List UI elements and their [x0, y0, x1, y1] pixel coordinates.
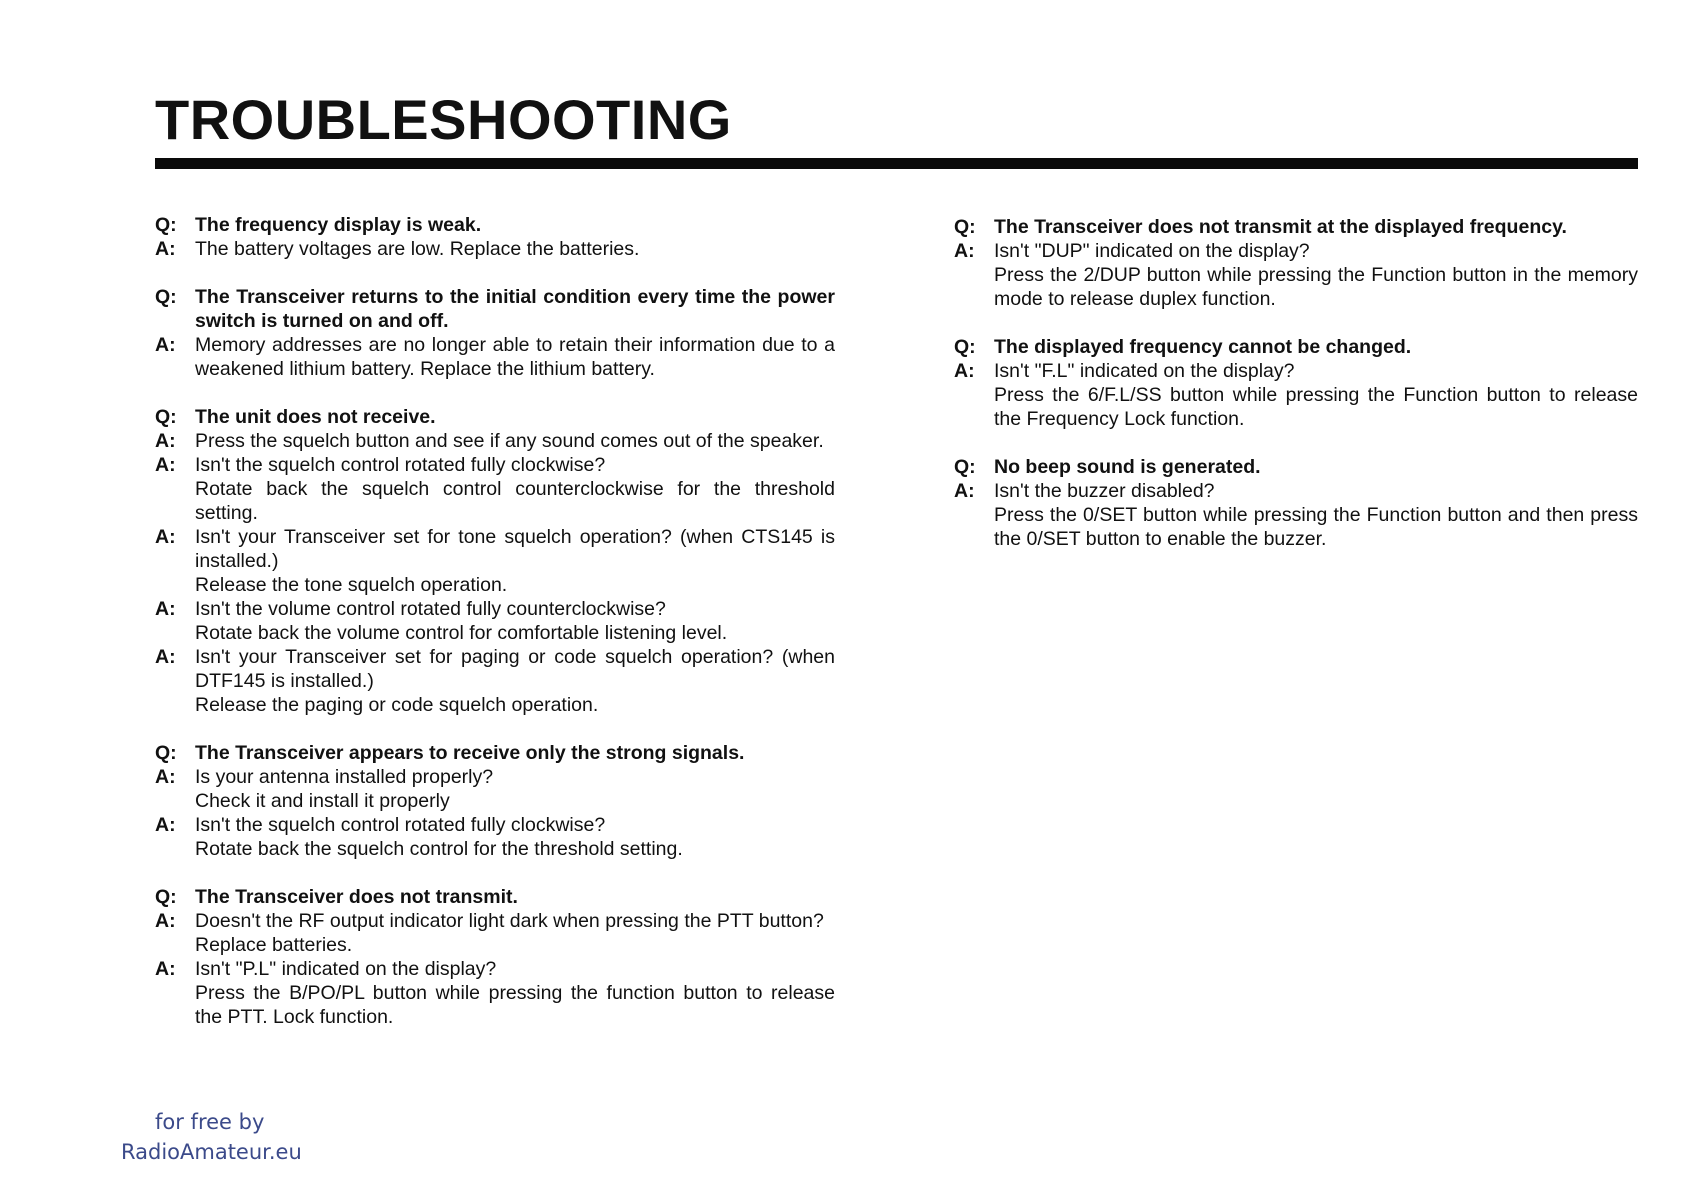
- question-label: Q:: [954, 216, 976, 238]
- qa-block: [155, 213, 835, 261]
- question-row: [155, 213, 835, 237]
- question-text: The frequency display is weak.: [195, 214, 482, 236]
- answer-row: [155, 333, 835, 381]
- answer-row: [155, 813, 835, 861]
- question-text: No beep sound is generated.: [994, 456, 1261, 478]
- answer-text: [994, 479, 1638, 551]
- qa-block: [954, 215, 1638, 311]
- answer-text: [195, 813, 835, 861]
- answer-row: [155, 453, 835, 525]
- question-label: Q:: [155, 886, 177, 908]
- right-column: [954, 215, 1638, 575]
- answer-line: Release the tone squelch operation.: [195, 574, 508, 596]
- qa-block: [954, 455, 1638, 551]
- answer-row: [954, 239, 1638, 311]
- qa-block: [954, 335, 1638, 431]
- footer-website: RadioAmateur.eu: [121, 1140, 302, 1164]
- answer-line: Isn't the squelch control rotated fully clockwise?: [195, 814, 606, 836]
- left-column: [155, 213, 835, 1053]
- answer-line: Check it and install it properly: [195, 790, 450, 812]
- question-label: Q:: [155, 286, 177, 308]
- footer-credit-line: for free by: [155, 1110, 265, 1134]
- answer-line: Press the squelch button and see if any sound comes out of the speaker.: [195, 430, 824, 452]
- title-rule: [155, 158, 1638, 169]
- qa-block: [155, 285, 835, 381]
- answer-row: [954, 359, 1638, 431]
- question-label: Q:: [954, 456, 976, 478]
- answer-text: [994, 359, 1638, 431]
- answer-label: A:: [954, 240, 975, 262]
- answer-row: [155, 909, 835, 957]
- answer-line: Doesn't the RF output indicator light dark when pressing the PTT button?: [195, 910, 824, 932]
- answer-row: [155, 237, 835, 261]
- question-row: [954, 335, 1638, 359]
- question-row: [155, 285, 835, 333]
- answer-line: Press the 6/F.L/SS button while pressing the Function button to release the Frequency Lock function.: [994, 384, 1638, 430]
- question-row: [155, 405, 835, 429]
- answer-text: [994, 239, 1638, 311]
- answer-line: Release the paging or code squelch operation.: [195, 694, 599, 716]
- answer-line: Isn't "DUP" indicated on the display?: [994, 240, 1310, 262]
- question-text: The Transceiver does not transmit.: [195, 886, 518, 908]
- answer-label: A:: [155, 766, 176, 788]
- answer-text: [195, 453, 835, 525]
- answer-line: Replace batteries.: [195, 934, 353, 956]
- answer-row: [155, 597, 835, 645]
- answer-text: [195, 525, 835, 597]
- answer-line: Isn't your Transceiver set for tone squelch operation? (when CTS145 is installed.): [195, 526, 835, 572]
- answer-line: Isn't "P.L" indicated on the display?: [195, 958, 497, 980]
- answer-label: A:: [155, 910, 176, 932]
- answer-label: A:: [954, 360, 975, 382]
- answer-label: A:: [155, 454, 176, 476]
- answer-line: The battery voltages are low. Replace the batteries.: [195, 238, 640, 260]
- answer-line: Isn't the volume control rotated fully counterclockwise?: [195, 598, 666, 620]
- answer-row: [155, 645, 835, 717]
- answer-line: Is your antenna installed properly?: [195, 766, 494, 788]
- answer-line: Press the B/PO/PL button while pressing the function button to release the PTT. Lock function.: [195, 982, 835, 1028]
- answer-row: [155, 429, 835, 453]
- answer-label: A:: [155, 526, 176, 548]
- answer-text: [195, 765, 835, 813]
- question-label: Q:: [155, 742, 177, 764]
- question-label: Q:: [155, 406, 177, 428]
- qa-block: [155, 741, 835, 861]
- answer-text: [195, 645, 835, 717]
- answer-text: [195, 429, 835, 453]
- answer-label: A:: [155, 814, 176, 836]
- question-text: The Transceiver does not transmit at the displayed frequency.: [994, 216, 1567, 238]
- answer-line: Memory addresses are no longer able to retain their information due to a weakened lithium battery. Replace the lithium battery.: [195, 334, 835, 380]
- qa-block: [155, 405, 835, 717]
- answer-text: [195, 237, 835, 261]
- answer-line: Rotate back the volume control for comfortable listening level.: [195, 622, 728, 644]
- answer-row: [155, 957, 835, 1029]
- answer-text: [195, 909, 835, 957]
- answer-label: A:: [155, 646, 176, 668]
- question-text: The displayed frequency cannot be changed.: [994, 336, 1412, 358]
- question-row: [954, 215, 1638, 239]
- answer-row: [155, 525, 835, 597]
- page-title: TROUBLESHOOTING: [155, 88, 732, 151]
- answer-line: Press the 2/DUP button while pressing the Function button in the memory mode to release duplex function.: [994, 264, 1638, 310]
- answer-line: Isn't your Transceiver set for paging or code squelch operation? (when DTF145 is installed.): [195, 646, 835, 692]
- answer-line: Isn't the buzzer disabled?: [994, 480, 1215, 502]
- question-row: [155, 885, 835, 909]
- answer-line: Rotate back the squelch control for the threshold setting.: [195, 838, 683, 860]
- question-row: [954, 455, 1638, 479]
- question-label: Q:: [155, 214, 177, 236]
- question-text: The unit does not receive.: [195, 406, 436, 428]
- answer-row: [954, 479, 1638, 551]
- answer-text: [195, 957, 835, 1029]
- answer-row: [155, 765, 835, 813]
- answer-label: A:: [155, 430, 176, 452]
- question-text: The Transceiver appears to receive only the strong signals.: [195, 742, 745, 764]
- answer-line: Rotate back the squelch control counterclockwise for the threshold setting.: [195, 478, 835, 524]
- question-label: Q:: [954, 336, 976, 358]
- answer-line: Press the 0/SET button while pressing the Function button and then press the 0/SET button to enable the buzzer.: [994, 504, 1638, 550]
- answer-line: Isn't "F.L" indicated on the display?: [994, 360, 1295, 382]
- question-row: [155, 741, 835, 765]
- answer-line: Isn't the squelch control rotated fully clockwise?: [195, 454, 606, 476]
- answer-label: A:: [155, 598, 176, 620]
- answer-label: A:: [954, 480, 975, 502]
- question-text: The Transceiver returns to the initial condition every time the power switch is turned on and off.: [195, 286, 835, 332]
- answer-text: [195, 597, 835, 645]
- qa-block: [155, 885, 835, 1029]
- answer-label: A:: [155, 334, 176, 356]
- answer-text: [195, 333, 835, 381]
- answer-label: A:: [155, 238, 176, 260]
- answer-label: A:: [155, 958, 176, 980]
